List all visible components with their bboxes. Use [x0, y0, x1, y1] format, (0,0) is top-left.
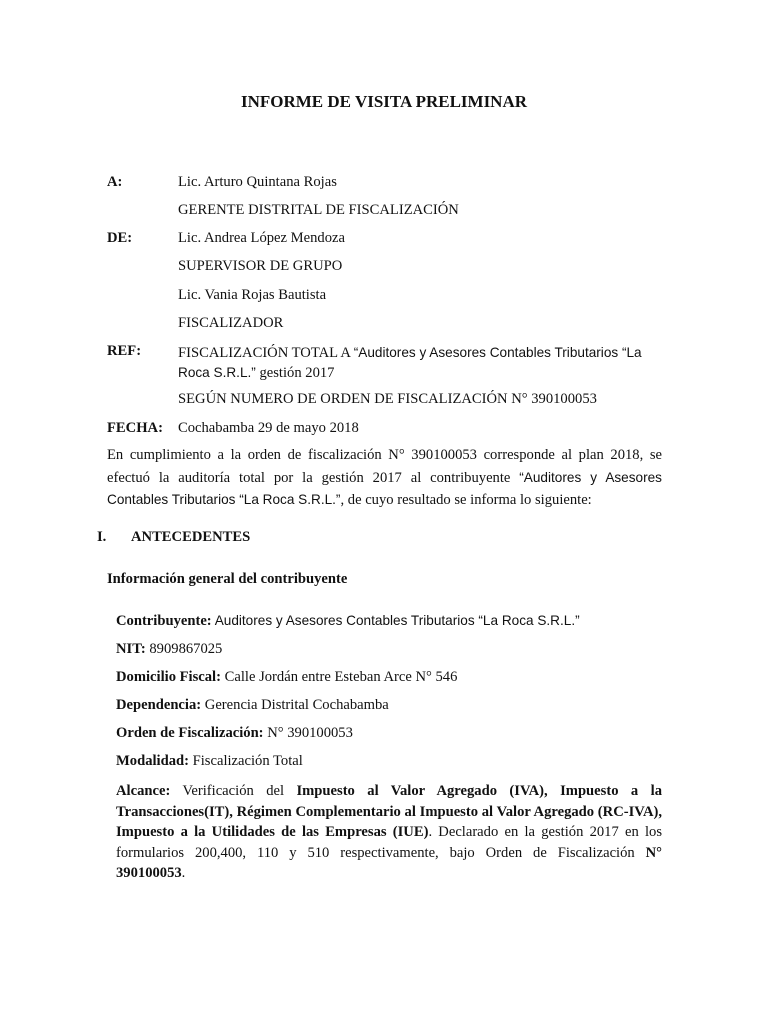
section-number: I. — [97, 529, 107, 545]
field-orden — [116, 725, 353, 742]
a-name: Lic. Arturo Quintana Rojas — [178, 174, 337, 190]
alcance-taxes: Impuesto al Valor Agregado (IVA), Impuesto a la Transacciones(IT), Régimen Complementario al Impuesto al Valor Agregado (RC-IVA), Impuesto a la Utilidades de las Empresas (IUE) — [116, 783, 662, 841]
fecha-label: FECHA: — [107, 420, 163, 436]
domicilio-value: Calle Jordán entre Esteban Arce N° 546 — [220, 669, 458, 685]
ref-label: REF: — [107, 343, 142, 359]
field-dependencia — [116, 697, 389, 714]
modalidad-value: Fiscalización Total — [188, 753, 303, 769]
field-modalidad — [116, 753, 303, 770]
de-name-2: Lic. Vania Rojas Bautista — [178, 287, 327, 303]
de-name-1: Lic. Andrea López Mendoza — [178, 230, 345, 246]
de-role-1: SUPERVISOR DE GRUPO — [178, 258, 343, 274]
ref-text-company: “Auditores y Asesores Contables Tributarios “La Roca S.R.L.” — [178, 345, 642, 380]
alcance-label: Alcance: — [116, 783, 171, 799]
report-title: INFORME DE VISITA PRELIMINAR — [240, 92, 528, 111]
ref-text-a: FISCALIZACIÓN TOTAL A — [178, 345, 354, 361]
contribuyente-value: Auditores y Asesores Contables Tributarios “La Roca S.R.L.” — [211, 613, 580, 628]
section-title: ANTECEDENTES — [131, 529, 251, 545]
domicilio-label: Domicilio Fiscal: — [116, 669, 221, 685]
alcance-text-3: . — [181, 865, 186, 882]
dependencia-value: Gerencia Distrital Cochabamba — [201, 697, 389, 713]
ref-text-gestion: gestión 2017 — [255, 365, 335, 381]
a-label: A: — [107, 174, 123, 190]
field-alcance — [116, 781, 662, 884]
ref-order: SEGÚN NUMERO DE ORDEN DE FISCALIZACIÓN N° 390100053 — [178, 391, 597, 407]
alcance-text-1: Verificación del — [170, 783, 297, 799]
field-contribuyente — [116, 613, 580, 630]
subheading: Información general del contribuyente — [107, 571, 348, 587]
alcance-order: N° 390100053 — [116, 844, 662, 882]
intro-part-3: , de cuyo resultado se informa lo siguiente: — [340, 492, 592, 508]
orden-value: N° 390100053 — [263, 725, 353, 741]
nit-label: NIT: — [116, 641, 146, 657]
field-nit — [116, 641, 222, 658]
nit-value: 8909867025 — [145, 641, 223, 657]
de-role-2: FISCALIZADOR — [178, 315, 284, 331]
ref-text — [178, 343, 668, 383]
modalidad-label: Modalidad: — [116, 753, 189, 769]
intro-part-1: En cumplimiento a la orden de fiscalización N° 390100053 corresponde al plan 2018, se efectuó la auditoría total por la gestión 2017 al contribuyente — [107, 447, 662, 486]
de-label: DE: — [107, 230, 133, 246]
field-domicilio — [116, 669, 457, 686]
a-role: GERENTE DISTRITAL DE FISCALIZACIÓN — [178, 202, 459, 218]
intro-company: “Auditores y Asesores Contables Tributarios “La Roca S.R.L.” — [107, 469, 662, 507]
intro-paragraph — [107, 444, 662, 512]
contribuyente-label: Contribuyente: — [116, 613, 212, 629]
fecha-value: Cochabamba 29 de mayo 2018 — [178, 420, 359, 436]
orden-label: Orden de Fiscalización: — [116, 725, 264, 741]
alcance-text-2: . Declarado en la gestión 2017 en los formularios 200,400, 110 y 510 respectivamente, bajo Orden de Fiscalización — [116, 824, 662, 861]
dependencia-label: Dependencia: — [116, 697, 202, 713]
